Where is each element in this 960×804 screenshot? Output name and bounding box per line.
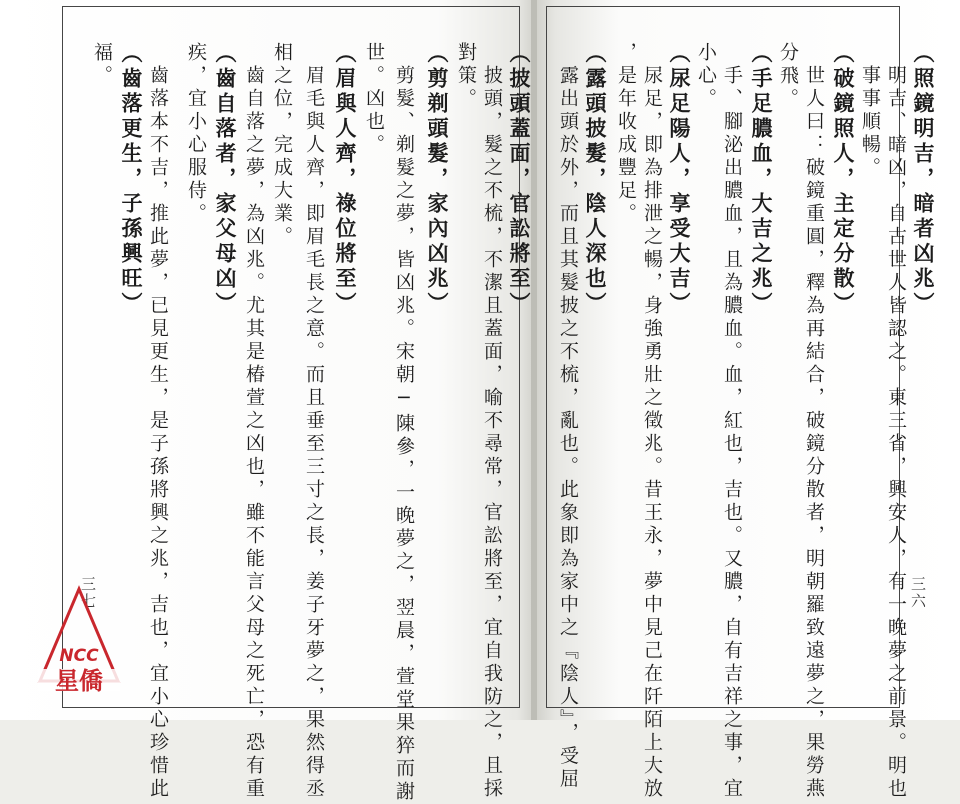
dream-heading: （披頭蓋面，官訟將至） bbox=[507, 42, 532, 317]
text-column: 世。凶也。 bbox=[363, 42, 385, 157]
heading-text: 尿足陽人，享受大吉 bbox=[667, 67, 692, 292]
text-column: 世人曰：破鏡重圓，釋為再結合，破鏡分散者，明朝羅致遠夢之，果勞燕 bbox=[803, 42, 825, 801]
text-column: 疾，宜小心服侍。 bbox=[185, 42, 207, 226]
heading-text: 齒落更生，子孫興旺 bbox=[119, 67, 144, 292]
text-column: ，是年收成豐足。 bbox=[615, 42, 637, 226]
text-column: 相之位，完成大業。 bbox=[271, 42, 293, 249]
heading-text: 手足膿血，大吉之兆 bbox=[749, 67, 774, 292]
text-column: 事事順暢。 bbox=[859, 42, 881, 180]
page-number-right: 三六 bbox=[909, 576, 927, 610]
heading-text: 齒自落者，家父母凶 bbox=[213, 67, 238, 292]
heading-text: 眉與人齊，祿位將至 bbox=[333, 67, 358, 292]
watermark-name: 星僑 bbox=[55, 667, 103, 695]
text-column: 分飛。 bbox=[777, 42, 799, 111]
text-column: 齒落本不吉，推此夢，已見更生，是子孫將興之兆，吉也，宜小心珍惜此 bbox=[147, 42, 169, 801]
dream-heading: （齒落更生，子孫興旺） bbox=[119, 42, 144, 317]
text-column: 明吉、暗凶，自古世人皆認之。東三省，興安人，有一晚夢之前景。明也 bbox=[885, 42, 907, 801]
page-number-left: 三七 bbox=[79, 576, 97, 610]
dream-heading: （破鏡照人，主定分散） bbox=[831, 42, 856, 317]
text-column: 小心。 bbox=[695, 42, 717, 111]
heading-text: 披頭蓋面，官訟將至 bbox=[507, 67, 532, 292]
text-column: 對策。 bbox=[455, 42, 477, 111]
dream-heading: （露頭披髮，陰人深也） bbox=[583, 42, 608, 317]
dream-heading: （手足膿血，大吉之兆） bbox=[749, 42, 774, 317]
text-column: 眉毛與人齊，即眉毛長之意。而且垂至三寸之長，姜子牙夢之，果然得丞 bbox=[303, 42, 325, 801]
text-column: 尿足，即為排泄之暢，身強勇壯之徵兆。昔王永，夢中見己在阡陌上大放 bbox=[641, 42, 663, 801]
text-column: 福。 bbox=[91, 42, 113, 88]
heading-text: 露頭披髮，陰人深也 bbox=[583, 67, 608, 292]
text-column: 露出頭於外，而且其髮披之不梳，亂也。此象即為家中之『陰人』，受屈 bbox=[557, 42, 579, 792]
dream-heading: （剪剃頭髮，家內凶兆） bbox=[425, 42, 450, 317]
watermark-brand: NCC bbox=[59, 646, 99, 666]
heading-text: 破鏡照人，主定分散 bbox=[831, 67, 856, 292]
dream-heading: （眉與人齊，祿位將至） bbox=[333, 42, 358, 317]
text-column: 剪髮、剃髮之夢，皆凶兆。宋朝─陳參，一晚夢之，翌晨，萱堂果猝而謝 bbox=[393, 42, 415, 804]
text-column: 手、腳泌出膿血，且為膿血。血，紅也，吉也。又膿，自有吉祥之事，宜 bbox=[721, 42, 743, 801]
text-column: 齒自落之夢，為凶兆。尤其是椿萱之凶也，雖不能言父母之死亡，恐有重 bbox=[243, 42, 265, 801]
heading-text: 照鏡明吉，暗者凶兆 bbox=[911, 67, 936, 292]
dream-heading: （照鏡明吉，暗者凶兆） bbox=[911, 42, 936, 317]
dream-heading: （齒自落者，家父母凶） bbox=[213, 42, 238, 317]
heading-text: 剪剃頭髮，家內凶兆 bbox=[425, 67, 450, 292]
text-column: 披頭，髮之不梳，不潔且蓋面，喻不尋常，官訟將至，宜自我防之，且採 bbox=[481, 42, 503, 801]
dream-heading: （尿足陽人，享受大吉） bbox=[667, 42, 692, 317]
watermark-logo bbox=[36, 585, 122, 693]
